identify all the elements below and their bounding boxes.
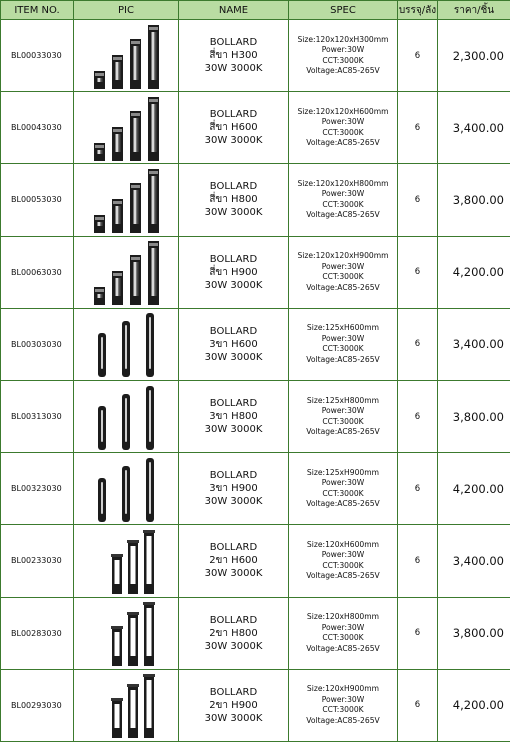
product-spec xyxy=(289,669,398,741)
spec-line: Power:30W xyxy=(289,695,397,706)
round-bollard-3-icon xyxy=(86,384,166,450)
product-picture xyxy=(74,20,179,92)
square-bollard-4-icon xyxy=(86,95,166,161)
product-picture xyxy=(74,236,179,308)
square-bollard-4-icon xyxy=(86,23,166,89)
spec-line: Size:120x120xH300mm xyxy=(289,35,397,46)
pack-quantity: 6 xyxy=(398,669,438,741)
item-code: BL00293030 xyxy=(1,669,74,741)
product-spec xyxy=(289,92,398,164)
product-name-line: 30W 3000K xyxy=(179,640,288,653)
unit-price: 3,800.00 xyxy=(438,597,510,669)
product-name-line: 30W 3000K xyxy=(179,134,288,147)
col-header-spec: SPEC xyxy=(289,1,398,20)
col-header-name: NAME xyxy=(179,1,289,20)
table-row xyxy=(1,92,510,164)
spec-line: Size:120x120xH900mm xyxy=(289,251,397,262)
pack-quantity: 6 xyxy=(398,20,438,92)
spec-line: Power:30W xyxy=(289,550,397,561)
unit-price: 3,400.00 xyxy=(438,92,510,164)
product-name-line: สี่ขา H800 xyxy=(179,193,288,206)
spec-line: Power:30W xyxy=(289,262,397,273)
product-picture xyxy=(74,380,179,452)
item-code: BL00053030 xyxy=(1,164,74,236)
product-name-line: สี่ขา H900 xyxy=(179,266,288,279)
pack-quantity: 6 xyxy=(398,380,438,452)
spec-line: Power:30W xyxy=(289,478,397,489)
col-header-item-no: ITEM NO. xyxy=(1,1,74,20)
spec-line: Voltage:AC85-265V xyxy=(289,138,397,149)
unit-price: 4,200.00 xyxy=(438,669,510,741)
product-picture xyxy=(74,525,179,597)
spec-line: Size:120xH600mm xyxy=(289,540,397,551)
product-name-line: BOLLARD xyxy=(179,614,288,627)
spec-line: Power:30W xyxy=(289,45,397,56)
col-header-price: ราคา/ชิ้น xyxy=(438,1,510,20)
col-header-pic: PIC xyxy=(74,1,179,20)
product-name-line: BOLLARD xyxy=(179,36,288,49)
item-code: BL00313030 xyxy=(1,380,74,452)
product-name-line: BOLLARD xyxy=(179,325,288,338)
unit-price: 3,800.00 xyxy=(438,164,510,236)
round-bollard-3-icon xyxy=(86,456,166,522)
unit-price: 2,300.00 xyxy=(438,20,510,92)
spec-line: CCT:3000K xyxy=(289,561,397,572)
spec-line: CCT:3000K xyxy=(289,56,397,67)
product-spec xyxy=(289,236,398,308)
item-code: BL00063030 xyxy=(1,236,74,308)
item-code: BL00043030 xyxy=(1,92,74,164)
square-bollard-4-icon xyxy=(86,239,166,305)
product-name xyxy=(179,164,289,236)
product-name-line: BOLLARD xyxy=(179,686,288,699)
product-name-line: 30W 3000K xyxy=(179,495,288,508)
item-code: BL00303030 xyxy=(1,308,74,380)
item-code: BL00323030 xyxy=(1,453,74,525)
product-name-line: BOLLARD xyxy=(179,253,288,266)
pack-quantity: 6 xyxy=(398,92,438,164)
product-spec xyxy=(289,20,398,92)
pack-quantity: 6 xyxy=(398,236,438,308)
spec-line: Power:30W xyxy=(289,406,397,417)
table-row xyxy=(1,669,510,741)
spec-line: Voltage:AC85-265V xyxy=(289,499,397,510)
spec-line: CCT:3000K xyxy=(289,344,397,355)
product-name xyxy=(179,236,289,308)
item-code: BL00233030 xyxy=(1,525,74,597)
product-picture xyxy=(74,308,179,380)
col-header-pack: บรรจุ/ลัง xyxy=(398,1,438,20)
table-row xyxy=(1,380,510,452)
spec-line: Power:30W xyxy=(289,334,397,345)
spec-line: Voltage:AC85-265V xyxy=(289,644,397,655)
product-name xyxy=(179,380,289,452)
spec-line: Voltage:AC85-265V xyxy=(289,210,397,221)
spec-line: Voltage:AC85-265V xyxy=(289,716,397,727)
product-spec xyxy=(289,380,398,452)
spec-line: Voltage:AC85-265V xyxy=(289,571,397,582)
table-row xyxy=(1,20,510,92)
product-spec xyxy=(289,308,398,380)
product-name-line: 30W 3000K xyxy=(179,351,288,364)
spec-line: Size:125xH600mm xyxy=(289,323,397,334)
spec-line: Size:120x120xH800mm xyxy=(289,179,397,190)
product-name-line: 2ขา H900 xyxy=(179,699,288,712)
product-spec xyxy=(289,453,398,525)
product-name-line: 30W 3000K xyxy=(179,206,288,219)
pack-quantity: 6 xyxy=(398,597,438,669)
spec-line: Size:120xH900mm xyxy=(289,684,397,695)
spec-line: Voltage:AC85-265V xyxy=(289,66,397,77)
spec-line: Size:120xH800mm xyxy=(289,612,397,623)
spec-line: CCT:3000K xyxy=(289,200,397,211)
product-name-line: 30W 3000K xyxy=(179,567,288,580)
product-name-line: BOLLARD xyxy=(179,469,288,482)
table-row xyxy=(1,236,510,308)
product-name-line: 30W 3000K xyxy=(179,62,288,75)
spec-line: CCT:3000K xyxy=(289,633,397,644)
spec-line: Voltage:AC85-265V xyxy=(289,283,397,294)
frame-bollard-2-icon xyxy=(86,672,166,738)
product-name xyxy=(179,669,289,741)
unit-price: 3,400.00 xyxy=(438,308,510,380)
pack-quantity: 6 xyxy=(398,308,438,380)
item-code: BL00283030 xyxy=(1,597,74,669)
table-row xyxy=(1,525,510,597)
product-name-line: BOLLARD xyxy=(179,108,288,121)
square-bollard-4-icon xyxy=(86,167,166,233)
spec-line: Size:125xH900mm xyxy=(289,468,397,479)
spec-line: Power:30W xyxy=(289,117,397,128)
header-row xyxy=(1,1,510,20)
spec-line: CCT:3000K xyxy=(289,272,397,283)
product-name-line: 3ขา H800 xyxy=(179,410,288,423)
product-name-line: BOLLARD xyxy=(179,180,288,193)
spec-line: Voltage:AC85-265V xyxy=(289,355,397,366)
table-row xyxy=(1,597,510,669)
product-name-line: BOLLARD xyxy=(179,397,288,410)
spec-line: Size:120x120xH600mm xyxy=(289,107,397,118)
spec-line: Size:125xH800mm xyxy=(289,396,397,407)
product-name-line: สี่ขา H300 xyxy=(179,49,288,62)
table-row xyxy=(1,453,510,525)
unit-price: 3,400.00 xyxy=(438,525,510,597)
item-code: BL00033030 xyxy=(1,20,74,92)
frame-bollard-2-icon xyxy=(86,528,166,594)
spec-line: CCT:3000K xyxy=(289,128,397,139)
product-name xyxy=(179,92,289,164)
spec-line: CCT:3000K xyxy=(289,489,397,500)
product-name xyxy=(179,20,289,92)
pack-quantity: 6 xyxy=(398,164,438,236)
spec-line: CCT:3000K xyxy=(289,417,397,428)
product-name-line: 30W 3000K xyxy=(179,279,288,292)
product-name-line: สี่ขา H600 xyxy=(179,121,288,134)
table-row xyxy=(1,308,510,380)
unit-price: 4,200.00 xyxy=(438,453,510,525)
product-name xyxy=(179,453,289,525)
product-name xyxy=(179,597,289,669)
product-name xyxy=(179,308,289,380)
spec-line: Power:30W xyxy=(289,189,397,200)
product-name-line: 3ขา H900 xyxy=(179,482,288,495)
product-name-line: 3ขา H600 xyxy=(179,338,288,351)
product-picture xyxy=(74,597,179,669)
round-bollard-3-icon xyxy=(86,311,166,377)
pack-quantity: 6 xyxy=(398,453,438,525)
product-spec xyxy=(289,164,398,236)
spec-line: Voltage:AC85-265V xyxy=(289,427,397,438)
product-picture xyxy=(74,92,179,164)
product-name-line: BOLLARD xyxy=(179,541,288,554)
product-name-line: 2ขา H800 xyxy=(179,627,288,640)
product-name-line: 2ขา H600 xyxy=(179,554,288,567)
product-name-line: 30W 3000K xyxy=(179,423,288,436)
product-spec xyxy=(289,597,398,669)
product-picture xyxy=(74,453,179,525)
frame-bollard-2-icon xyxy=(86,600,166,666)
product-picture xyxy=(74,669,179,741)
spec-line: Power:30W xyxy=(289,623,397,634)
pack-quantity: 6 xyxy=(398,525,438,597)
table-row xyxy=(1,164,510,236)
product-name xyxy=(179,525,289,597)
unit-price: 3,800.00 xyxy=(438,380,510,452)
unit-price: 4,200.00 xyxy=(438,236,510,308)
product-picture xyxy=(74,164,179,236)
product-spec xyxy=(289,525,398,597)
spec-line: CCT:3000K xyxy=(289,705,397,716)
product-name-line: 30W 3000K xyxy=(179,712,288,725)
